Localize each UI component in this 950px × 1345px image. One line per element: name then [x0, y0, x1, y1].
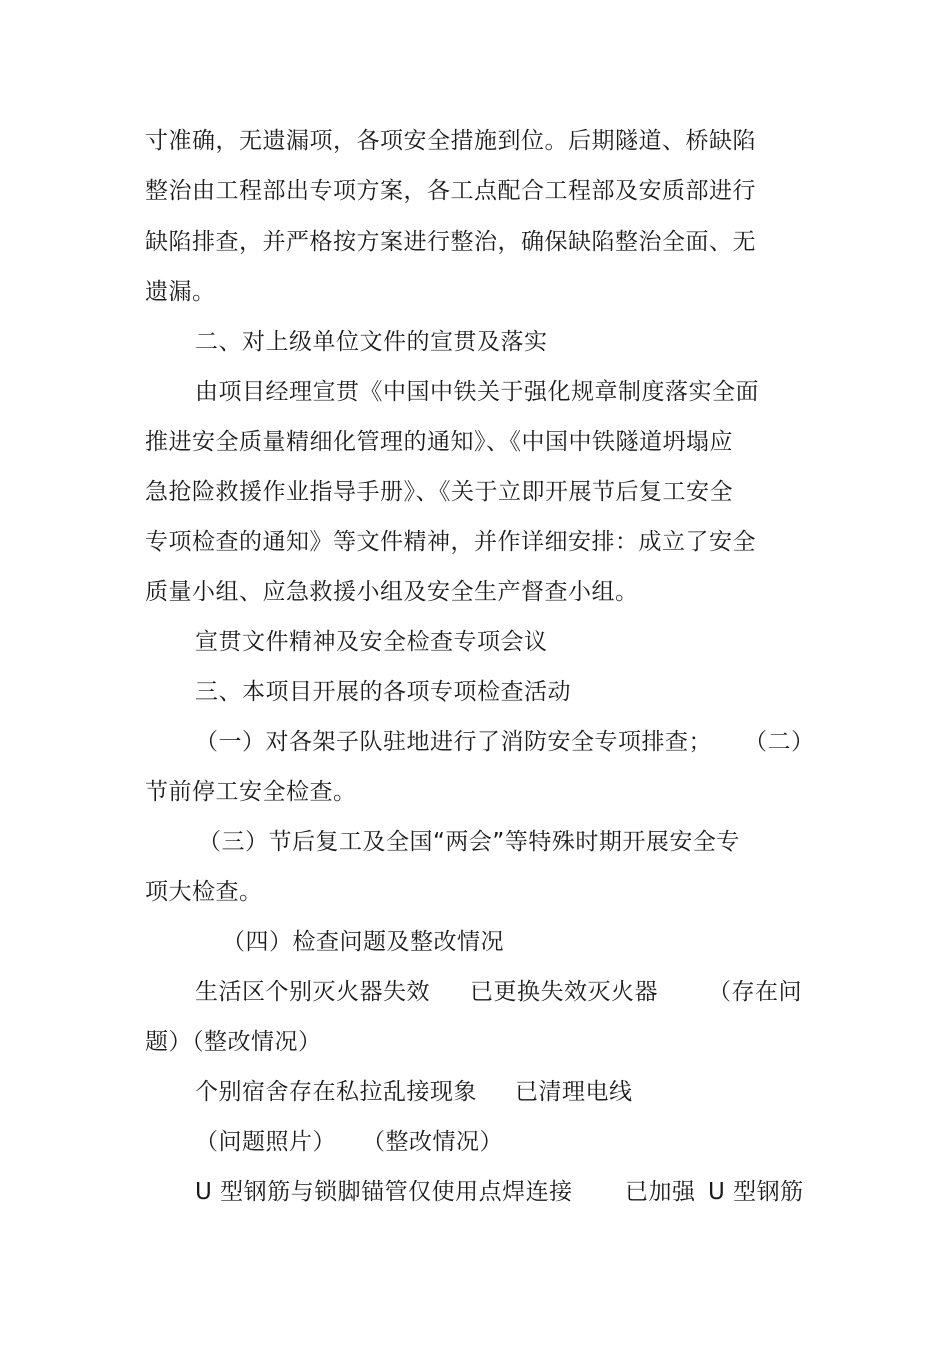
fix-text: 已清理电线	[515, 1079, 633, 1105]
caption-text: （存在问	[708, 979, 802, 1005]
paragraph-line: 由项目经理宣贯《中国中铁关于强化规章制度落实全面	[195, 379, 759, 405]
photo-caption: （整改情况）	[362, 1129, 503, 1155]
issue-text: U 型钢筋与锁脚锚管仅使用点焊连接	[195, 1179, 573, 1205]
paragraph-line: 遗漏。	[145, 279, 216, 305]
paragraph-line: 整治由工程部出专项方案，各工点配合工程部及安质部进行	[145, 178, 756, 204]
fix-text: 已更换失效灭火器	[470, 979, 658, 1005]
photo-caption: （问题照片）	[195, 1129, 336, 1155]
caption-text: 题）（整改情况）	[145, 1029, 322, 1055]
fix-text: U 型钢筋	[708, 1179, 804, 1205]
paragraph-line: 寸准确，无遗漏项，各项安全措施到位。后期隧道、桥缺陷	[145, 128, 756, 154]
list-item: 项大检查。	[145, 879, 263, 905]
photo-caption: 宣贯文件精神及安全检查专项会议	[195, 629, 548, 655]
issue-text: 个别宿舍存在私拉乱接现象	[195, 1079, 477, 1105]
list-item: 节前停工安全检查。	[145, 779, 357, 805]
list-item-marker: （二）	[744, 729, 815, 755]
subsection-heading: （四）检查问题及整改情况	[222, 929, 504, 955]
paragraph-line: 缺陷排查，并严格按方案进行整治，确保缺陷整治全面、无	[145, 229, 756, 255]
paragraph-line: 专项检查的通知》等文件精神，并作详细安排：成立了安全	[145, 529, 756, 555]
list-item: （一）对各架子队驻地进行了消防安全专项排查；	[195, 729, 712, 755]
issue-text: 生活区个别灭火器失效	[195, 979, 430, 1005]
paragraph-line: 质量小组、应急救援小组及安全生产督查小组。	[145, 579, 639, 605]
list-item: （三）节后复工及全国“两会”等特殊时期开展安全专	[198, 829, 740, 855]
section-heading: 三、本项目开展的各项专项检查活动	[195, 679, 571, 705]
fix-text: 已加强	[625, 1179, 696, 1205]
paragraph-line: 推进安全质量精细化管理的通知》、《中国中铁隧道坍塌应	[145, 429, 733, 455]
paragraph-line: 急抢险救援作业指导手册》、《关于立即开展节后复工安全	[145, 479, 733, 505]
section-heading: 二、对上级单位文件的宣贯及落实	[195, 329, 548, 355]
